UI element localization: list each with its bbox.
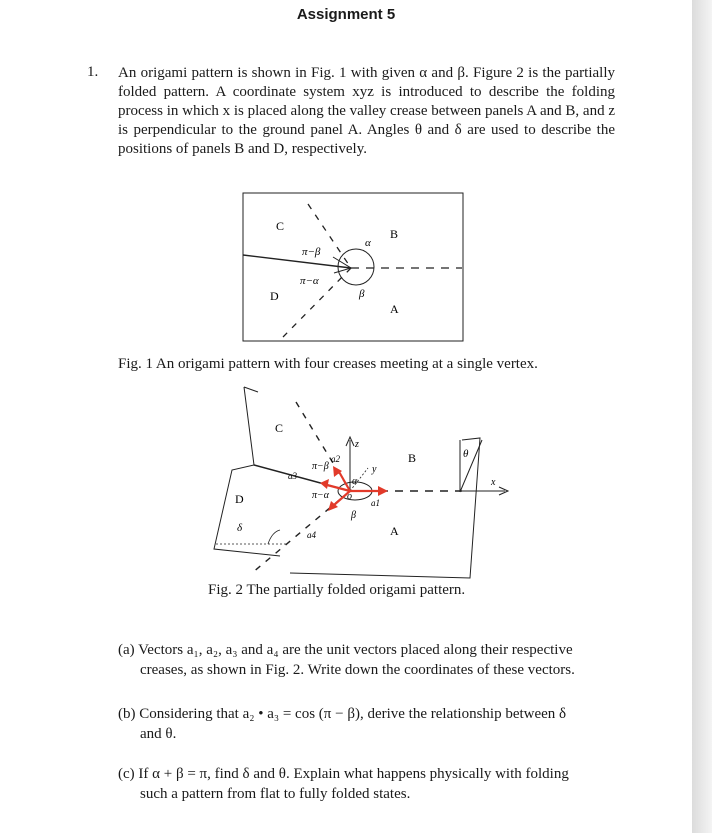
fig2-top-edge [244, 387, 258, 392]
fig2-left-panel-outline [214, 387, 280, 556]
fig2-caption: Fig. 2 The partially folded origami pattern. [208, 582, 466, 598]
fig1-label-A: A [390, 302, 399, 316]
question-intro: An origami pattern is shown in Fig. 1 with given α and β. Figure 2 is the partially folded pattern. A coordinate system xyz is introduced to describe the folding process in which x is placed along the valley crease between panels A and B, and z is perpendicular to the ground panel A. Angles θ and δ are used to describe the positions of panels B and D, respectively. [118, 65, 615, 157]
fig2-label-D: D [235, 492, 244, 506]
question-a-line2: creases, as shown in Fig. 2. Write down the coordinates of these vectors. [140, 662, 575, 678]
fig2-label-pi-minus-alpha: π−α [312, 490, 330, 501]
fig2-label-theta: θ [463, 448, 469, 460]
vector-a1-head [378, 486, 388, 496]
fig1-label-pi-minus-alpha: π−α [300, 275, 319, 287]
fig2-label-z: z [355, 439, 359, 450]
question-b-line1: (b) Considering that a₂ • a₃ = cos (π − β), derive the relationship between δ [118, 706, 567, 722]
question-b [118, 704, 628, 744]
fig1-label-B: B [390, 227, 399, 241]
fig2-ground-outline [290, 438, 480, 578]
question-b-line2: and θ. [140, 726, 177, 742]
fig2-label-a3: a3 [288, 471, 297, 481]
fig2-label-origin: o [347, 491, 352, 502]
assignment-title: Assignment 5 [296, 6, 396, 23]
question-a [118, 640, 628, 680]
fig1-label-beta: β [359, 288, 365, 300]
fig2-label-x: x [491, 477, 496, 488]
fig2-label-y: y [372, 464, 377, 475]
fig1-label-pi-minus-beta: π−β [302, 246, 321, 258]
fig2-label-beta: β [351, 510, 356, 521]
fig2-label-alpha: α [352, 476, 358, 487]
vector-a3-head [320, 479, 329, 489]
fig1-label-D: D [270, 289, 279, 303]
fig2-label-delta: δ [237, 522, 243, 534]
fig2-label-a1: a1 [371, 498, 380, 508]
fig2-label-B: B [408, 451, 417, 465]
question-c [118, 764, 628, 804]
fig2-label-C: C [275, 421, 284, 435]
question-a-line1: (a) Vectors a₁, a₂, a₃ and a₄ are the unit vectors placed along their respective [118, 642, 573, 658]
fig1-label-alpha: α [365, 237, 371, 249]
fig2-label-A: A [390, 524, 399, 538]
fig2-label-a2: a2 [331, 454, 340, 464]
fig1-label-C: C [276, 219, 285, 233]
question-number: 1. [87, 64, 99, 80]
fig1-caption: Fig. 1 An origami pattern with four creases meeting at a single vertex. [118, 356, 538, 372]
fig2-label-pi-minus-beta: π−β [312, 461, 329, 472]
question-c-line1: (c) If α + β = π, find δ and θ. Explain what happens physically with folding [118, 766, 569, 782]
fig2-delta-arc [268, 530, 280, 544]
fig2-label-a4: a4 [307, 530, 316, 540]
question-c-line2: such a pattern from flat to fully folded states. [140, 786, 411, 802]
